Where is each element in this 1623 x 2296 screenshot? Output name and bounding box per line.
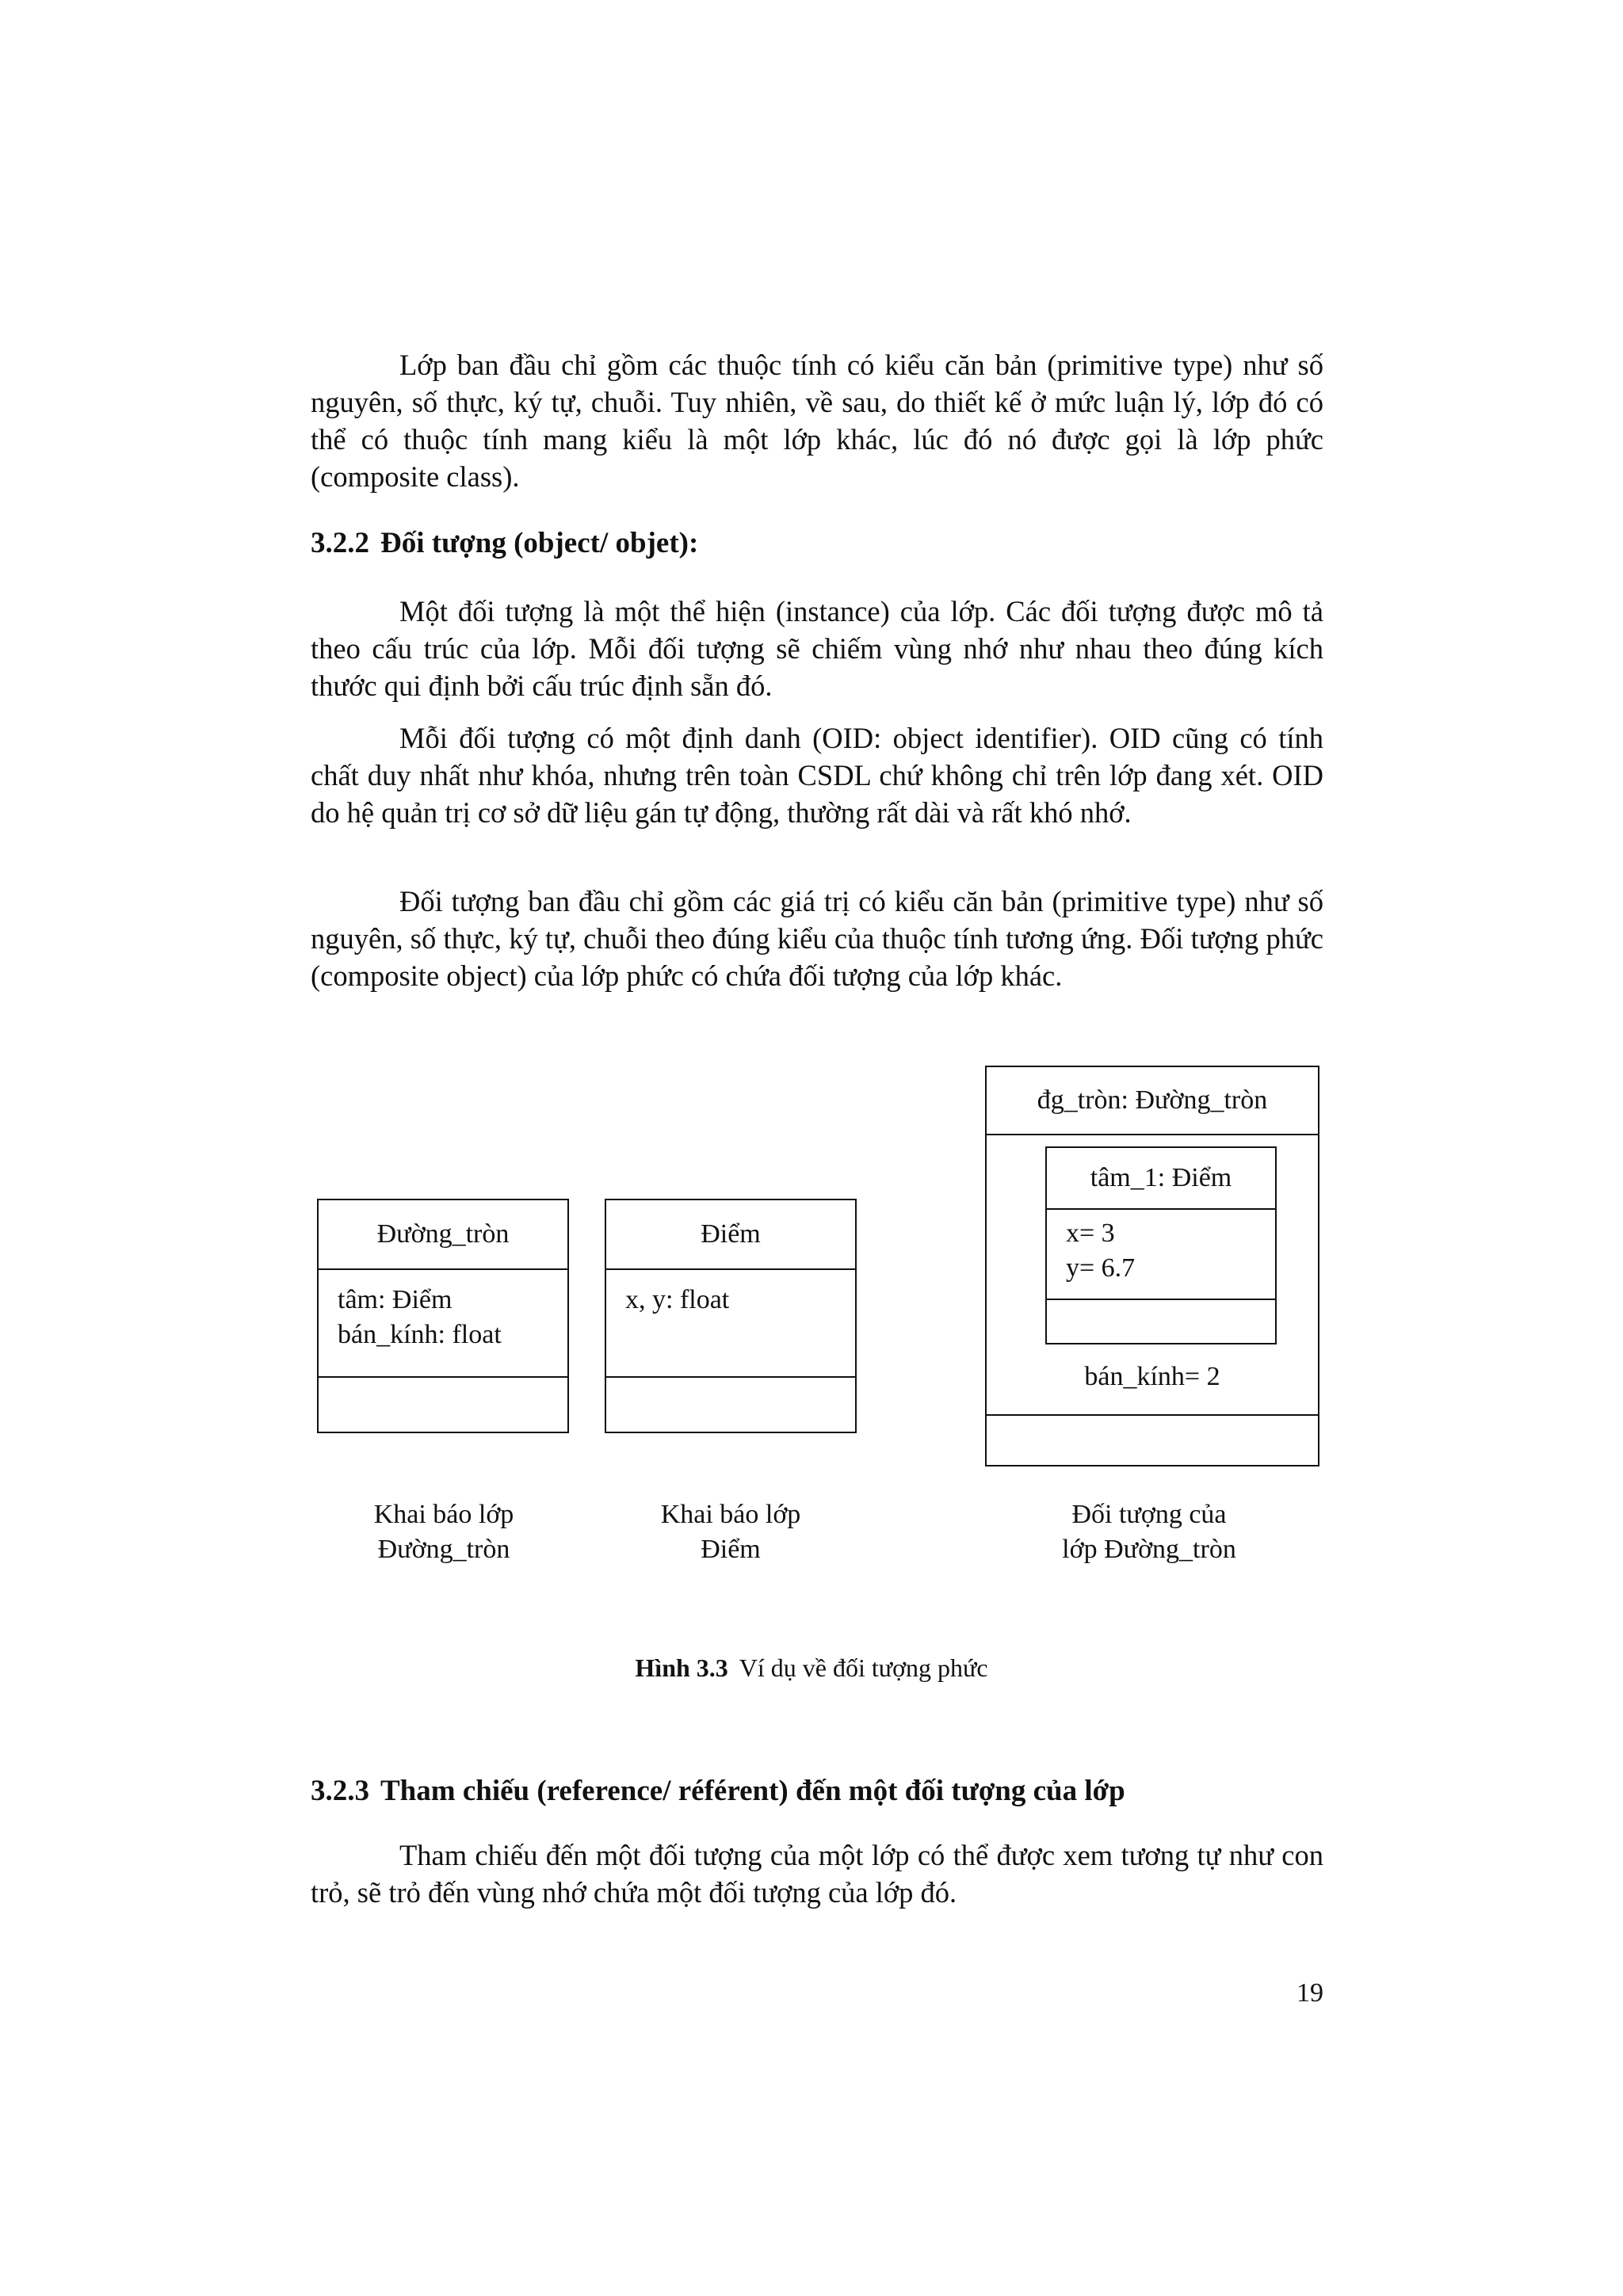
uml-attribute: bán_kính: float [338, 1320, 502, 1349]
uml-value-x: x= 3 [1066, 1219, 1115, 1248]
uml-class-methods [606, 1378, 855, 1432]
paragraph-text: Đối tượng ban đầu chỉ gồm các giá trị có kiểu căn bản (primitive type) như số nguyên, số thực, ký tự, chuỗi theo đúng kiểu của thuộc tính tương ứng. Đối tượng phức (composite object) của lớp phức có chứa đối tượng của lớp khác. [311, 885, 1323, 992]
figure-caption [0, 1650, 1623, 1685]
uml-object-methods [987, 1416, 1318, 1465]
subcaption-line: Khai báo lớp [660, 1500, 801, 1529]
uml-class-methods [319, 1378, 567, 1432]
uml-inner-object-values [1047, 1210, 1275, 1300]
uml-class-attributes [606, 1270, 855, 1378]
heading-title: Tham chiếu (reference/ référent) đến một đối tượng của lớp [380, 1775, 1125, 1807]
paragraph-text: Một đối tượng là một thể hiện (instance) của lớp. Các đối tượng được mô tả theo cấu trúc của lớp. Mỗi đối tượng sẽ chiếm vùng nhớ như nhau theo đúng kích thước qui định bởi cấu trúc định sẵn đó. [311, 595, 1323, 702]
uml-class-attributes [319, 1270, 567, 1378]
paragraph-text: Mỗi đối tượng có một định danh (OID: object identifier). OID cũng có tính chất duy nhất như khóa, nhưng trên toàn CSDL chứ không chỉ trên lớp đang xét. OID do hệ quản trị cơ sở dữ liệu gán tự động, thường rất dài và rất khó nhớ. [311, 722, 1323, 829]
figure-caption-text: Ví dụ về đối tượng phức [739, 1653, 988, 1682]
paragraph-composite-object [311, 883, 1323, 994]
uml-object-duong-tron [985, 1066, 1319, 1466]
subcaption-line: lớp Đường_tròn [1062, 1535, 1236, 1564]
uml-object-name: đg_tròn: Đường_tròn [987, 1067, 1318, 1135]
paragraph-oid [311, 719, 1323, 831]
figure-label: Hình 3.3 [635, 1653, 728, 1682]
subcaption-class-diem [588, 1497, 873, 1567]
paragraph-object-instance [311, 593, 1323, 704]
uml-inner-object-methods [1047, 1300, 1275, 1343]
uml-inner-object-name: tâm_1: Điểm [1047, 1148, 1275, 1210]
subcaption-line: Khai báo lớp [373, 1500, 514, 1529]
uml-attribute: tâm: Điểm [338, 1285, 453, 1314]
page-number: 19 [1296, 1978, 1323, 2008]
uml-attribute: x, y: float [625, 1285, 730, 1314]
paragraph-composite-class [311, 346, 1323, 495]
heading-3-2-2 [311, 524, 1341, 562]
heading-title: Đối tượng (object/ objet): [380, 527, 699, 559]
subcaption-line: Đường_tròn [377, 1535, 510, 1564]
subcaption-class-duong-tron [301, 1497, 586, 1567]
uml-value-y: y= 6.7 [1066, 1253, 1136, 1283]
subcaption-line: Đối tượng của [1071, 1500, 1227, 1529]
subcaption-object [1006, 1497, 1292, 1567]
uml-inner-object-diem [1045, 1146, 1277, 1344]
uml-value-radius: bán_kính= 2 [1084, 1362, 1220, 1391]
heading-3-2-3 [311, 1772, 1341, 1810]
uml-class-name: Điểm [606, 1200, 855, 1270]
uml-class-name: Đường_tròn [319, 1200, 567, 1270]
heading-number: 3.2.3 [311, 1775, 369, 1807]
heading-number: 3.2.2 [311, 527, 369, 559]
paragraph-reference [311, 1836, 1323, 1911]
uml-class-duong-tron [317, 1199, 569, 1433]
subcaption-line: Điểm [701, 1535, 761, 1564]
uml-object-attributes [987, 1135, 1318, 1416]
paragraph-text: Lớp ban đầu chỉ gồm các thuộc tính có kiểu căn bản (primitive type) như số nguyên, số thực, ký tự, chuỗi. Tuy nhiên, về sau, do thiết kế ở mức luận lý, lớp đó có thể có thuộc tính mang kiểu là một lớp khác, lúc đó nó được gọi là lớp phức (composite class). [311, 349, 1323, 493]
uml-class-diem [605, 1199, 857, 1433]
paragraph-text: Tham chiếu đến một đối tượng của một lớp có thể được xem tương tự như con trỏ, sẽ trỏ đến vùng nhớ chứa một đối tượng của lớp đó. [311, 1839, 1323, 1909]
